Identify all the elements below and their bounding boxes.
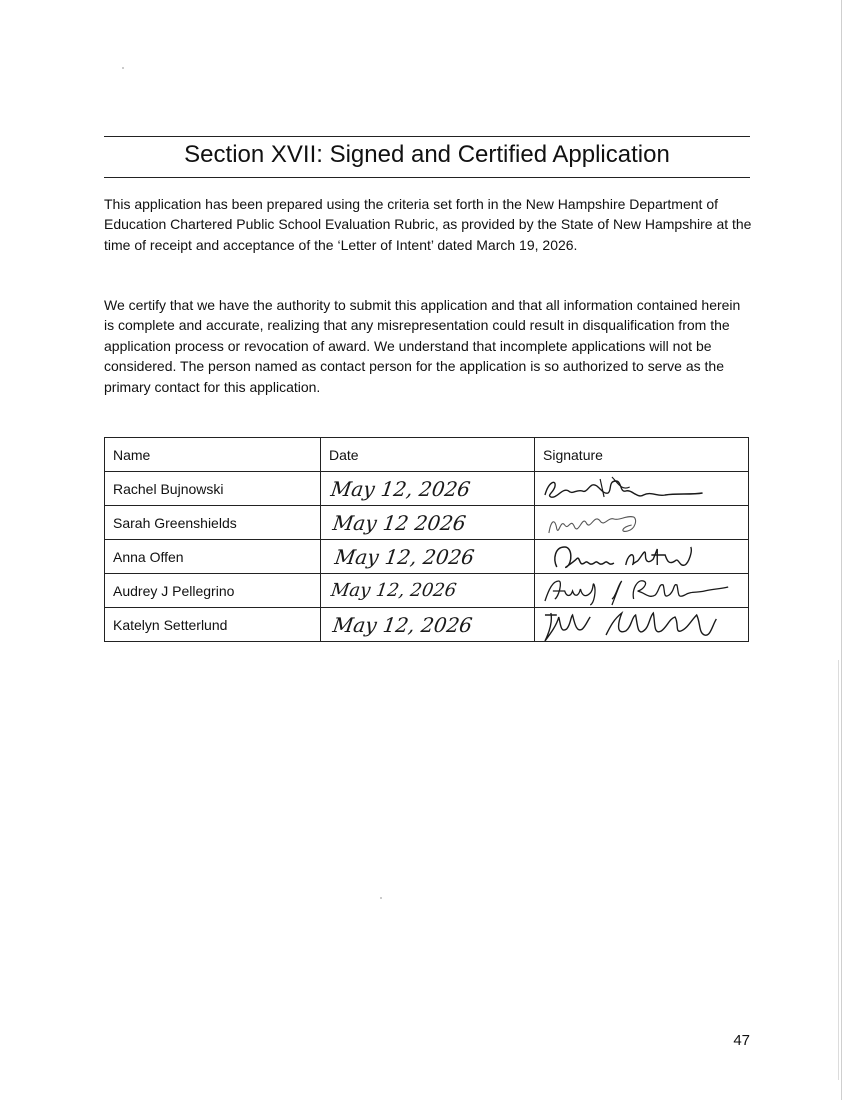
- signer-name: Rachel Bujnowski: [105, 472, 321, 506]
- scan-edge-line: [838, 660, 839, 1080]
- handwritten-signature: [543, 473, 740, 505]
- scan-edge-line: [841, 0, 842, 1100]
- header-name: Name: [105, 438, 321, 472]
- signature-cell: [535, 540, 749, 574]
- signature-cell: [535, 506, 749, 540]
- handwritten-date: May 12, 2026: [321, 472, 535, 506]
- signer-name: Audrey J Pellegrino: [105, 574, 321, 608]
- table-row: [105, 574, 749, 608]
- scan-speck: [380, 897, 382, 899]
- handwritten-date: May 12 2026: [321, 506, 535, 540]
- scan-speck: [122, 67, 124, 69]
- signature-table: [104, 437, 749, 642]
- handwritten-signature: [543, 609, 740, 641]
- table-header-row: [105, 438, 749, 472]
- page-number: 47: [733, 1032, 750, 1049]
- title-rule-top: [104, 136, 750, 137]
- handwritten-date: May 12, 2026: [321, 540, 535, 574]
- header-signature: Signature: [535, 438, 749, 472]
- table-row: [105, 540, 749, 574]
- header-date: Date: [321, 438, 535, 472]
- handwritten-date: May 12, 2026: [321, 608, 535, 642]
- paragraph-certification: We certify that we have the authority to submit this application and that all information contained herein is complete and accurate, realizing that any misrepresentation could result in disqualification from the application process or revocation of award. We understand that incomplete applications will not be considered. The person named as contact person for the application is so authorized to serve as the primary contact for this application.: [104, 297, 741, 395]
- table-row: [105, 608, 749, 642]
- signature-cell: [535, 574, 749, 608]
- signature-cell: [535, 472, 749, 506]
- section-title: Section XVII: Signed and Certified Application: [184, 141, 670, 168]
- signer-name: Katelyn Setterlund: [105, 608, 321, 642]
- paragraph-criteria: This application has been prepared using the criteria set forth in the New Hampshire Department of Education Chartered Public School Evaluation Rubric, as provided by the State of New Hampshire at the time of receipt and acceptance of the ‘Letter of Intent’ dated March 19, 2026.: [104, 196, 752, 253]
- table-row: [105, 506, 749, 540]
- handwritten-signature: [543, 541, 740, 573]
- title-rule-bottom: [104, 177, 750, 178]
- signature-cell: [535, 608, 749, 642]
- table-row: [105, 472, 749, 506]
- signer-name: Anna Offen: [105, 540, 321, 574]
- signer-name: Sarah Greenshields: [105, 506, 321, 540]
- handwritten-signature: [543, 575, 740, 607]
- handwritten-date: May 12, 2026: [321, 574, 535, 608]
- handwritten-signature: [543, 507, 740, 539]
